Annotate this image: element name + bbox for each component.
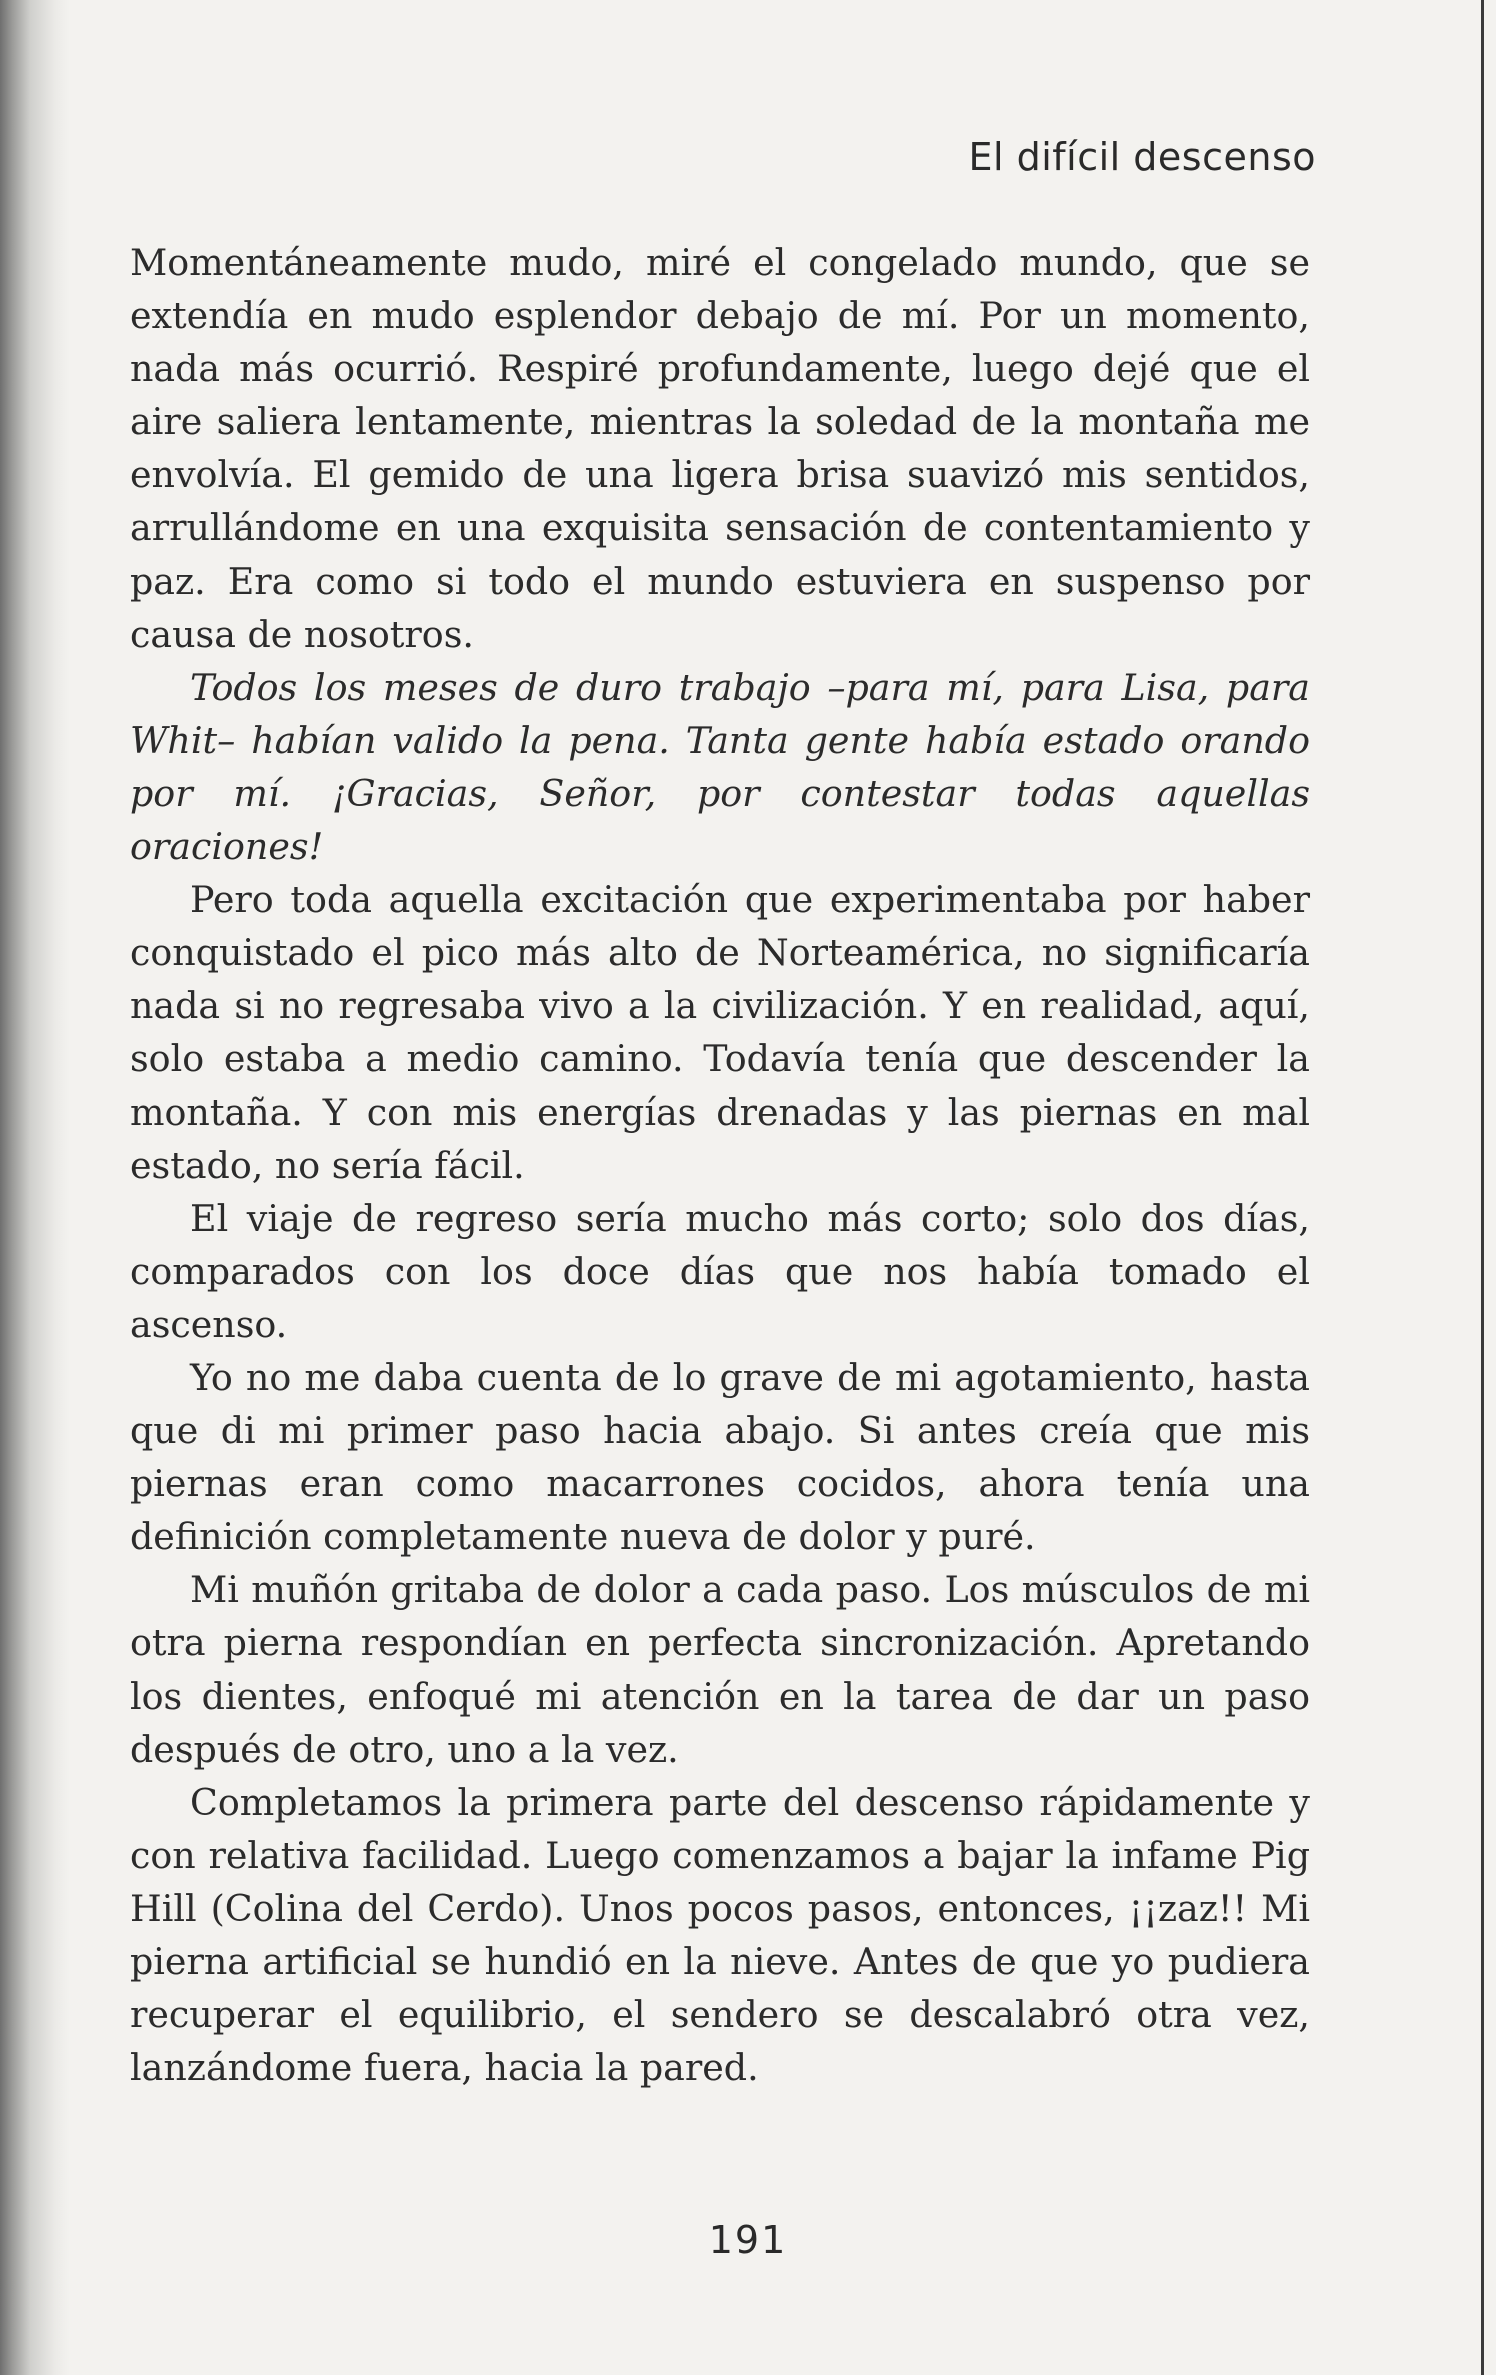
paragraph-3: Pero toda aquella excitación que experimentaba por haber conquistado el pico más alto de Norteamérica, no significaría nada si no regresaba vivo a la civilización. Y en realidad, aquí, solo estaba a medio camino. Todavía tenía que descender la montaña. Y con mis energías drenadas y las piernas en mal estado, no sería fácil. [130, 878, 1310, 1187]
page-edge-line [1481, 0, 1484, 2375]
paragraph-4: El viaje de regreso sería mucho más corto; solo dos días, comparados con los doce días que nos había tomado el ascenso. [130, 1196, 1310, 1346]
paragraph-7: Completamos la primera parte del descenso rápidamente y con relativa facilidad. Luego comenzamos a bajar la infame Pig Hill (Colina del Cerdo). Unos pocos pasos, entonces, ¡¡zaz!! Mi pierna artificial se hundió en la nieve. Antes de que yo pudiera recuperar el equilibrio, el sendero se descalabró otra vez, lanzándome fuera, hacia la pared. [130, 1780, 1310, 2090]
page-number: 191 [708, 2218, 788, 2262]
running-head: El difícil descenso [968, 135, 1316, 179]
body-text [130, 236, 1310, 2094]
paragraph-1: Momentáneamente mudo, miré el congelado mundo, que se extendía en mudo esplendor debajo de mí. Por un momento, nada más ocurrió. Respiré profundamente, luego dejé que el aire saliera lentamente, mientras la soledad de la montaña me envolvía. El gemido de una ligera brisa suavizó mis sentidos, arrullándome en una exquisita sensación de contentamiento y paz. Era como si todo el mundo estuviera en suspenso por causa de nosotros. [130, 241, 1310, 656]
paragraph-5: Yo no me daba cuenta de lo grave de mi agotamiento, hasta que di mi primer paso hacia abajo. Si antes creía que mis piernas eran como macarrones cocidos, ahora tenía una definición completamente nueva de dolor y puré. [130, 1355, 1310, 1559]
paragraph-2-italic: Todos los meses de duro trabajo –para mí, para Lisa, para Whit– habían valido la pena. Tanta gente había estado orando por mí. ¡Gracias, Señor, por contestar todas aquellas oraciones! [130, 665, 1310, 869]
paragraph-6: Mi muñón gritaba de dolor a cada paso. Los músculos de mi otra pierna respondían en perfecta sincronización. Apretando los dientes, enfoqué mi atención en la tarea de dar un paso después de otro, uno a la vez. [130, 1568, 1310, 1771]
binding-shadow [0, 0, 70, 2375]
